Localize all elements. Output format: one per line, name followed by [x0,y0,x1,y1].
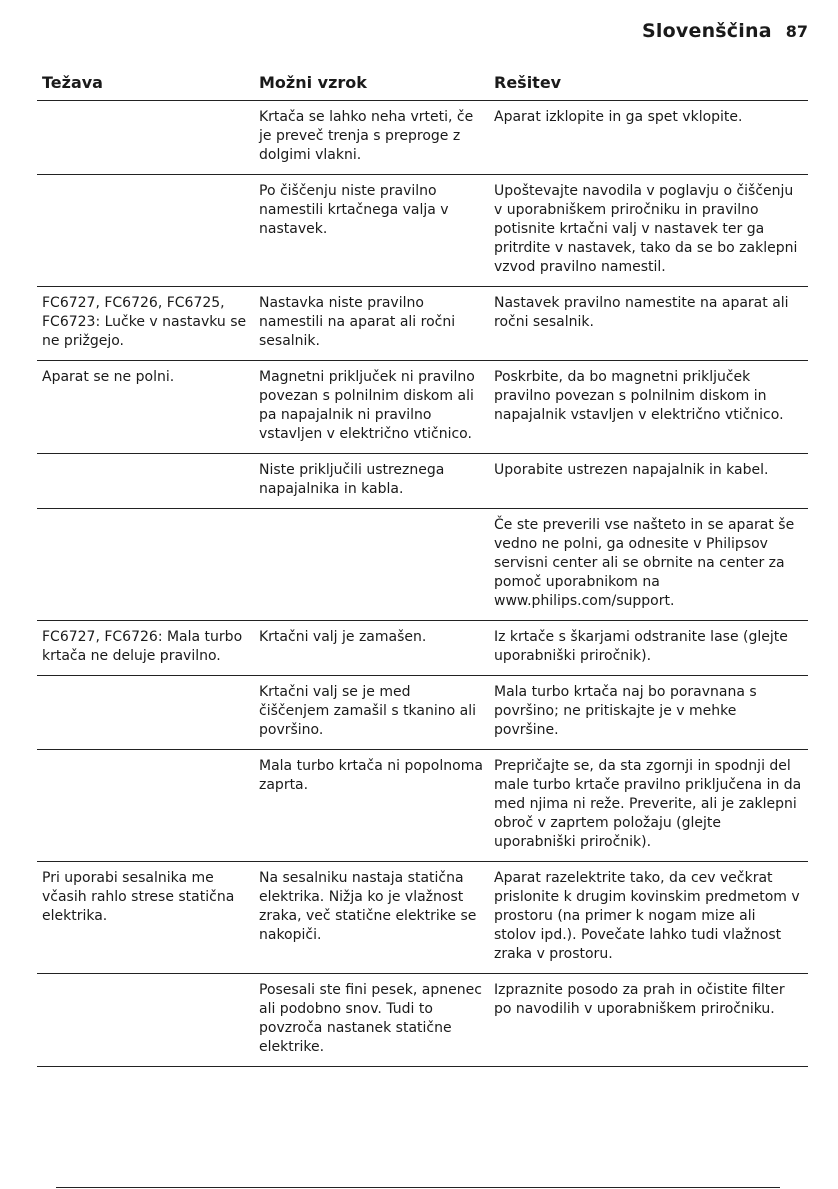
table-row [37,862,808,974]
header-cause: Možni vzrok [254,64,489,101]
troubleshooting-table [37,64,808,1067]
page-header [642,20,808,46]
cell-solution: Aparat razelektrite tako, da cev večkrat prislonite k drugim kovinskim predmetom v prostoru (na primer k nogam mize ali stolov ipd.). Povečate lahko tudi vlažnost zraka v prostoru. [489,862,808,974]
cell-cause: Na sesalniku nastaja statična elektrika. Nižja ko je vlažnost zraka, več statične elektrike se nakopiči. [254,862,489,974]
table-row [37,750,808,862]
header-problem: Težava [37,64,254,101]
cell-cause: Niste priključili ustreznega napajalnika in kabla. [254,454,489,509]
table-row [37,361,808,454]
cell-problem: FC6727, FC6726, FC6725, FC6723: Lučke v nastavku se ne prižgejo. [37,287,254,361]
footer-divider [56,1187,780,1188]
cell-problem [37,750,254,862]
cell-solution: Mala turbo krtača naj bo poravnana s površino; ne pritiskajte je v mehke površine. [489,676,808,750]
cell-cause: Magnetni priključek ni pravilno povezan s polnilnim diskom ali pa napajalnik ni pravilno vstavljen v električno vtičnico. [254,361,489,454]
table-header-row [37,64,808,101]
table-row [37,509,808,621]
cell-cause: Posesali ste fini pesek, apnenec ali podobno snov. Tudi to povzroča nastanek statične elektrike. [254,974,489,1067]
header-solution: Rešitev [489,64,808,101]
cell-solution: Poskrbite, da bo magnetni priključek pravilno povezan s polnilnim diskom in napajalnik vstavljen v električno vtičnico. [489,361,808,454]
cell-cause [254,509,489,621]
table-row [37,974,808,1067]
cell-problem [37,509,254,621]
cell-cause: Krtačni valj se je med čiščenjem zamašil s tkanino ali površino. [254,676,489,750]
cell-solution: Aparat izklopite in ga spet vklopite. [489,101,808,175]
table-row [37,676,808,750]
cell-problem [37,974,254,1067]
cell-problem [37,101,254,175]
cell-problem: Pri uporabi sesalnika me včasih rahlo strese statična elektrika. [37,862,254,974]
cell-solution: Nastavek pravilno namestite na aparat ali ročni sesalnik. [489,287,808,361]
cell-solution: Upoštevajte navodila v poglavju o čiščenju v uporabniškem priročniku in pravilno potisnite krtačni valj v nastavek ter ga pritrdite v nastavek, tako da se bo zaklepni vzvod pravilno namestil. [489,175,808,287]
table-row [37,454,808,509]
table-row [37,101,808,175]
language-label: Slovenščina [642,20,772,42]
table-row [37,287,808,361]
cell-solution: Če ste preverili vse našteto in se aparat še vedno ne polni, ga odnesite v Philipsov servisni center ali se obrnite na center za pomoč uporabnikom na www.philips.com/support. [489,509,808,621]
cell-cause: Krtačni valj je zamašen. [254,621,489,676]
cell-cause: Krtača se lahko neha vrteti, če je preveč trenja s preproge z dolgimi vlakni. [254,101,489,175]
cell-cause: Mala turbo krtača ni popolnoma zaprta. [254,750,489,862]
cell-solution: Iz krtače s škarjami odstranite lase (glejte uporabniški priročnik). [489,621,808,676]
page-number: 87 [785,22,808,41]
cell-problem [37,676,254,750]
cell-solution: Prepričajte se, da sta zgornji in spodnji del male turbo krtače pravilno priključena in da med njima ni reže. Preverite, ali je zaklepni obroč v zaprtem položaju (glejte uporabniški priročnik). [489,750,808,862]
cell-problem [37,454,254,509]
cell-problem [37,175,254,287]
table-row [37,175,808,287]
cell-cause: Po čiščenju niste pravilno namestili krtačnega valja v nastavek. [254,175,489,287]
cell-problem: Aparat se ne polni. [37,361,254,454]
cell-cause: Nastavka niste pravilno namestili na aparat ali ročni sesalnik. [254,287,489,361]
cell-problem: FC6727, FC6726: Mala turbo krtača ne deluje pravilno. [37,621,254,676]
cell-solution: Izpraznite posodo za prah in očistite filter po navodilih v uporabniškem priročniku. [489,974,808,1067]
table-row [37,621,808,676]
cell-solution: Uporabite ustrezen napajalnik in kabel. [489,454,808,509]
